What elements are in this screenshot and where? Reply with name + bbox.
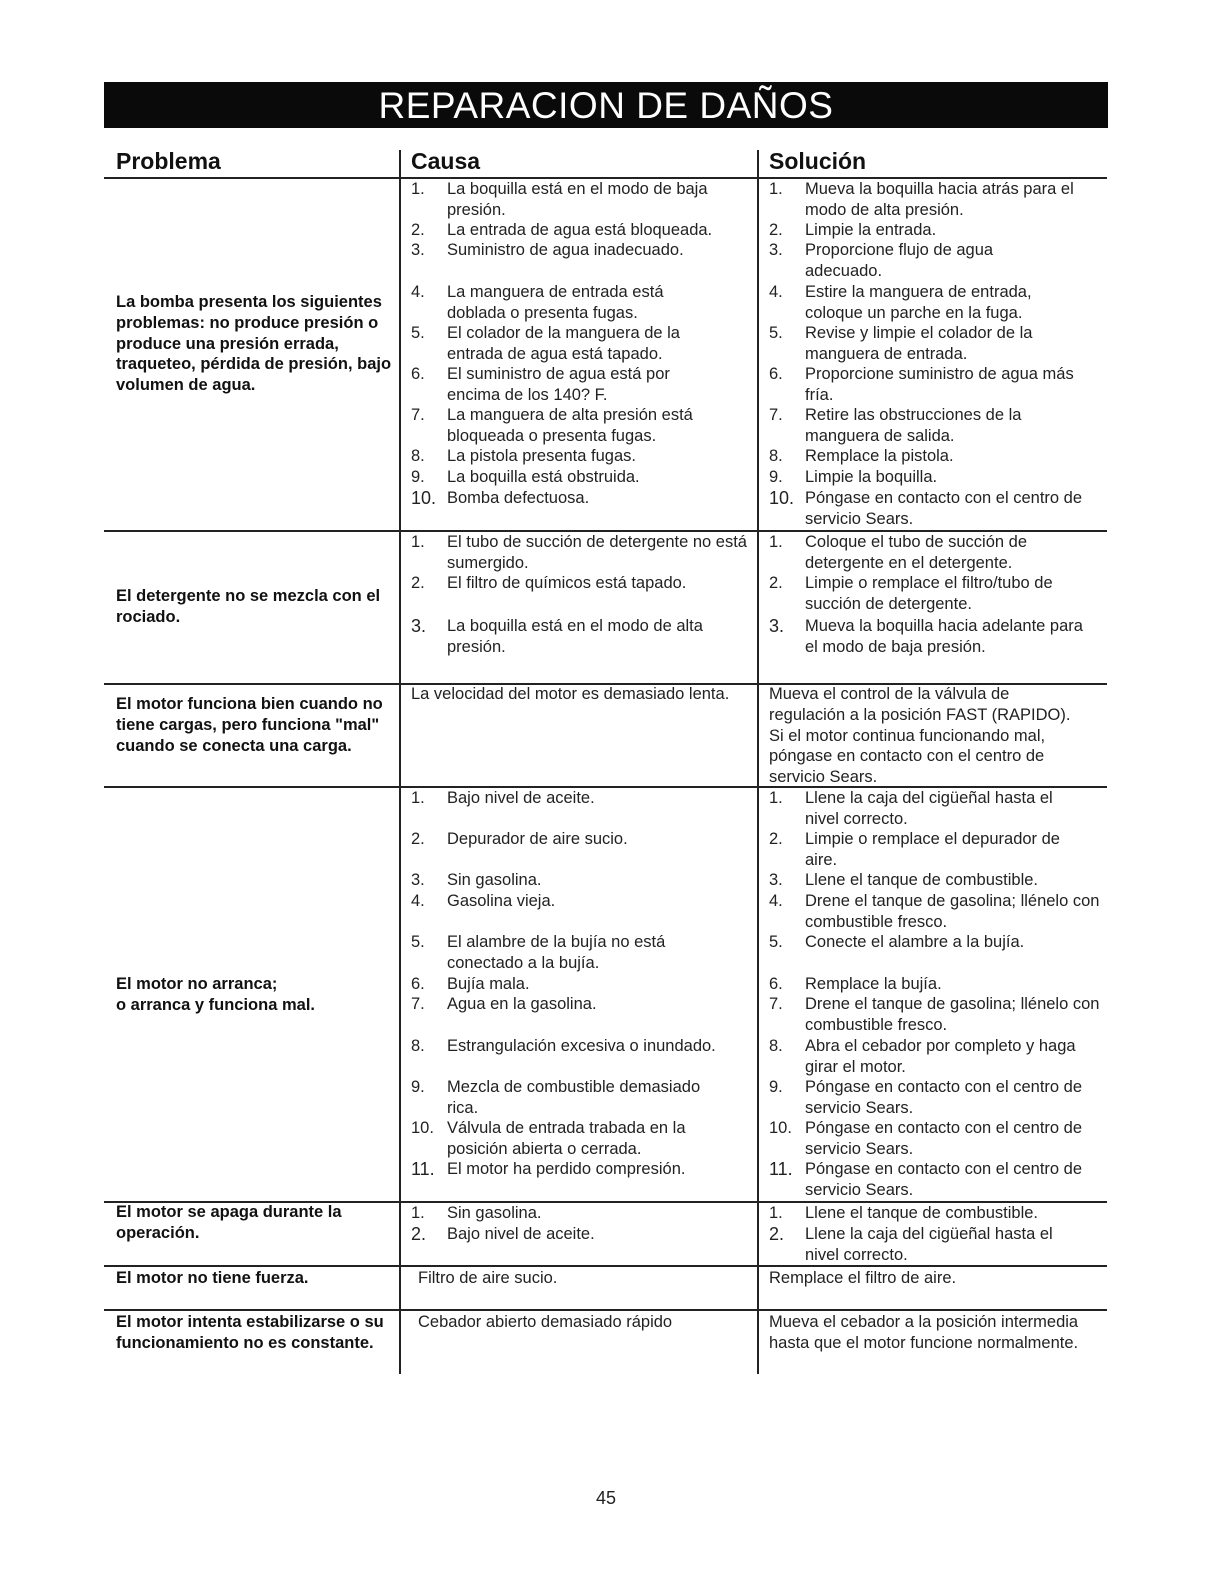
- item-text: La manguera de entrada está doblada o presenta fugas.: [447, 283, 664, 322]
- item-number: 1.: [769, 180, 783, 198]
- item-text: Póngase en contacto con el centro de servicio Sears.: [805, 489, 1083, 528]
- item-text: Remplace la bujía.: [805, 975, 942, 993]
- item-text: La boquilla está obstruida.: [447, 468, 640, 486]
- item-text: Estire la manguera de entrada, coloque un parche en la fuga.: [805, 283, 1032, 322]
- item-number: 3.: [769, 241, 783, 259]
- item-number: 10.: [411, 488, 437, 508]
- item-number: 2.: [411, 1224, 427, 1244]
- item-text: Drene el tanque de gasolina; llénelo con combustible fresco.: [805, 995, 1100, 1034]
- item-number: 2.: [411, 574, 425, 592]
- item-text: El filtro de químicos está tapado.: [447, 574, 687, 592]
- item-text: Gasolina vieja.: [447, 892, 556, 910]
- item-text: Estrangulación excesiva o inundado.: [447, 1037, 716, 1055]
- item-number: 2.: [411, 221, 425, 239]
- problem-cell: [116, 974, 392, 1016]
- item-number: 9.: [411, 468, 425, 486]
- item-text: Bomba defectuosa.: [447, 489, 590, 507]
- item-number: 8.: [769, 447, 783, 465]
- item-number: 3.: [411, 616, 427, 636]
- item-number: 11.: [411, 1159, 435, 1179]
- item-number: 5.: [769, 933, 783, 951]
- item-text: La entrada de agua está bloqueada.: [447, 221, 713, 239]
- header-causa: Causa: [411, 148, 481, 174]
- item-text: Retire las obstrucciones de la manguera de salida.: [805, 406, 1022, 445]
- cause-text: Filtro de aire sucio.: [418, 1269, 558, 1287]
- item-number: 6.: [411, 975, 425, 993]
- solution-text: Remplace el filtro de aire.: [769, 1269, 957, 1287]
- cause-text: Cebador abierto demasiado rápido: [418, 1313, 673, 1331]
- item-text: El tubo de succión de detergente no está sumergido.: [447, 533, 747, 572]
- item-number: 2.: [769, 830, 783, 848]
- item-text: Limpie o remplace el depurador de aire.: [805, 830, 1060, 869]
- page-title-banner: REPARACION DE DAÑOS: [104, 82, 1108, 128]
- item-number: 10.: [411, 1119, 434, 1137]
- item-number: 4.: [411, 283, 425, 301]
- item-number: 7.: [411, 406, 425, 424]
- problem-line: El motor no arranca;: [116, 975, 278, 993]
- item-number: 3.: [769, 616, 785, 636]
- item-number: 3.: [411, 871, 425, 889]
- item-text: Llene el tanque de combustible.: [805, 871, 1038, 889]
- item-number: 8.: [411, 1037, 425, 1055]
- item-text: El suministro de agua está por encima de los 140? F.: [447, 365, 670, 404]
- item-text: Póngase en contacto con el centro de servicio Sears.: [805, 1160, 1083, 1199]
- item-text: Proporcione suministro de agua más fría.: [805, 365, 1074, 404]
- item-number: 11.: [769, 1159, 793, 1179]
- item-number: 4.: [411, 892, 425, 910]
- item-number: 3.: [769, 871, 783, 889]
- item-number: 5.: [411, 933, 425, 951]
- item-text: Limpie la entrada.: [805, 221, 937, 239]
- item-text: Mezcla de combustible demasiado rica.: [447, 1078, 701, 1117]
- item-text: Coloque el tubo de succión de detergente en el detergente.: [805, 533, 1027, 572]
- item-number: 8.: [769, 1037, 783, 1055]
- item-text: Llene la caja del cigüeñal hasta el nivel correcto.: [805, 789, 1053, 828]
- row-divider: [104, 1309, 1107, 1311]
- item-text: El colador de la manguera de la entrada de agua está tapado.: [447, 324, 680, 363]
- item-number: 4.: [769, 892, 783, 910]
- column-divider-1: [399, 150, 401, 1374]
- problem-cell: El detergente no se mezcla con el rociado.: [116, 587, 381, 626]
- item-text: Bajo nivel de aceite.: [447, 1225, 595, 1243]
- item-text: Depurador de aire sucio.: [447, 830, 628, 848]
- item-number: 3.: [411, 241, 425, 259]
- item-text: Abra el cebador por completo y haga girar el motor.: [805, 1037, 1076, 1076]
- item-text: Remplace la pistola.: [805, 447, 954, 465]
- item-text: Sin gasolina.: [447, 1204, 542, 1222]
- solution-text: Mueva el cebador a la posición intermedia hasta que el motor funcione normalmente.: [769, 1313, 1079, 1352]
- item-number: 7.: [769, 406, 783, 424]
- item-number: 10.: [769, 488, 795, 508]
- item-text: Revise y limpie el colador de la manguera de entrada.: [805, 324, 1033, 363]
- page-number: 45: [595, 1488, 617, 1508]
- problem-cell: El motor funciona bien cuando no tiene cargas, pero funciona "mal" cuando se conecta una carga.: [116, 695, 383, 755]
- problem-cell: El motor intenta estabilizarse o su funcionamiento no es constante.: [116, 1313, 384, 1352]
- item-text: La pistola presenta fugas.: [447, 447, 636, 465]
- item-number: 2.: [769, 1224, 785, 1244]
- problem-cell: La bomba presenta los siguientes problemas: no produce presión o produce una presión errada, traqueteo, pérdida de presión, bajo volumen de agua.: [116, 293, 392, 395]
- item-text: La boquilla está en el modo de alta presión.: [447, 617, 703, 656]
- item-text: Llene la caja del cigüeñal hasta el nivel correcto.: [805, 1225, 1053, 1264]
- item-text: Drene el tanque de gasolina; llénelo con combustible fresco.: [805, 892, 1100, 931]
- column-divider-2: [757, 150, 759, 1374]
- item-number: 2.: [411, 830, 425, 848]
- item-number: 2.: [769, 574, 783, 592]
- item-number: 9.: [769, 468, 783, 486]
- item-number: 2.: [769, 221, 783, 239]
- item-number: 5.: [769, 324, 783, 342]
- item-text: Suministro de agua inadecuado.: [447, 241, 684, 259]
- item-number: 10.: [769, 1119, 792, 1137]
- item-text: Mueva la boquilla hacia atrás para el modo de alta presión.: [805, 180, 1074, 219]
- item-number: 8.: [411, 447, 425, 465]
- item-number: 1.: [769, 533, 783, 551]
- item-text: La boquilla está en el modo de baja presión.: [447, 180, 708, 219]
- item-text: Póngase en contacto con el centro de servicio Sears.: [805, 1119, 1083, 1158]
- item-text: Limpie la boquilla.: [805, 468, 938, 486]
- item-text: El motor ha perdido compresión.: [447, 1160, 686, 1178]
- item-text: El alambre de la bujía no está conectado a la bujía.: [447, 933, 666, 972]
- item-text: Agua en la gasolina.: [447, 995, 597, 1013]
- item-text: Limpie o remplace el filtro/tubo de succión de detergente.: [805, 574, 1053, 613]
- item-number: 7.: [769, 995, 783, 1013]
- item-number: 4.: [769, 283, 783, 301]
- item-text: Proporcione flujo de agua adecuado.: [805, 241, 994, 280]
- problem-line: o arranca y funciona mal.: [116, 995, 315, 1014]
- item-number: 6.: [411, 365, 425, 383]
- item-number: 1.: [769, 789, 783, 807]
- problem-cell: El motor se apaga durante la operación.: [116, 1203, 342, 1242]
- item-text: Llene el tanque de combustible.: [805, 1204, 1038, 1222]
- item-number: 1.: [411, 533, 425, 551]
- item-number: 7.: [411, 995, 425, 1013]
- cause-text: La velocidad del motor es demasiado lenta.: [411, 685, 730, 703]
- solution-text: Mueva el control de la válvula de regulación a la posición FAST (RAPIDO). Si el motor continua funcionando mal, póngase en contacto con el centro de servicio Sears.: [769, 685, 1071, 787]
- item-number: 6.: [769, 975, 783, 993]
- header-solucion: Solución: [769, 148, 867, 174]
- item-text: Póngase en contacto con el centro de servicio Sears.: [805, 1078, 1083, 1117]
- item-text: Bujía mala.: [447, 975, 530, 993]
- item-text: Conecte el alambre a la bujía.: [805, 933, 1025, 951]
- problem-cell: El motor no tiene fuerza.: [116, 1269, 309, 1287]
- item-number: 9.: [411, 1078, 425, 1096]
- item-text: Sin gasolina.: [447, 871, 542, 889]
- item-number: 5.: [411, 324, 425, 342]
- item-text: Válvula de entrada trabada en la posición abierta o cerrada.: [447, 1119, 686, 1158]
- item-text: La manguera de alta presión está bloqueada o presenta fugas.: [447, 406, 693, 445]
- item-number: 9.: [769, 1078, 783, 1096]
- item-number: 1.: [411, 789, 425, 807]
- item-number: 1.: [411, 1204, 425, 1222]
- item-number: 6.: [769, 365, 783, 383]
- header-problema: Problema: [116, 148, 221, 174]
- item-text: Bajo nivel de aceite.: [447, 789, 595, 807]
- item-number: 1.: [411, 180, 425, 198]
- item-text: Mueva la boquilla hacia adelante para el modo de baja presión.: [805, 617, 1083, 656]
- item-number: 1.: [769, 1204, 783, 1222]
